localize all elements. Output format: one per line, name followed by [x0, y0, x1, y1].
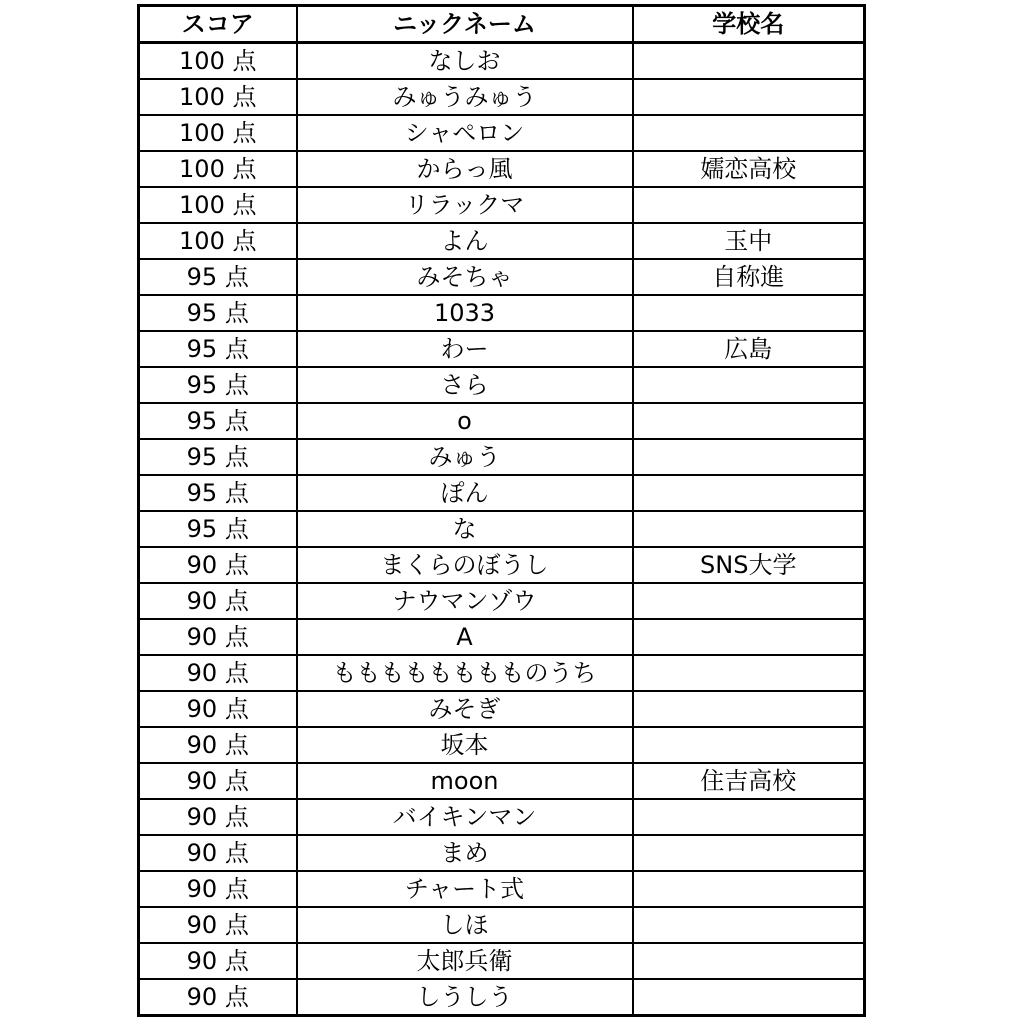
score-cell: 90 点: [139, 871, 297, 907]
score-cell: 100 点: [139, 151, 297, 187]
score-cell: 95 点: [139, 367, 297, 403]
score-cell: 90 点: [139, 691, 297, 727]
table-row: [139, 331, 865, 367]
school-cell: 嬬恋高校: [633, 151, 865, 187]
score-cell: 100 点: [139, 223, 297, 259]
nickname-cell: バイキンマン: [297, 799, 633, 835]
nickname-cell: しうしう: [297, 979, 633, 1016]
school-cell: [633, 835, 865, 871]
nickname-cell: リラックマ: [297, 187, 633, 223]
nickname-cell: ナウマンゾウ: [297, 583, 633, 619]
score-cell: 90 点: [139, 727, 297, 763]
table-row: [139, 871, 865, 907]
nickname-cell: な: [297, 511, 633, 547]
table-row: [139, 547, 865, 583]
score-cell: 100 点: [139, 79, 297, 115]
score-cell: 90 点: [139, 943, 297, 979]
school-cell: 玉中: [633, 223, 865, 259]
header-row: [139, 6, 865, 43]
score-cell: 90 点: [139, 835, 297, 871]
nickname-cell: わー: [297, 331, 633, 367]
nickname-cell: みゅうみゅう: [297, 79, 633, 115]
table-row: [139, 511, 865, 547]
nickname-cell: o: [297, 403, 633, 439]
header-score: スコア: [139, 6, 297, 43]
school-cell: [633, 619, 865, 655]
score-cell: 90 点: [139, 907, 297, 943]
school-cell: [633, 655, 865, 691]
score-cell: 90 点: [139, 979, 297, 1016]
table-row: [139, 439, 865, 475]
score-cell: 95 点: [139, 259, 297, 295]
school-cell: [633, 115, 865, 151]
nickname-cell: まめ: [297, 835, 633, 871]
nickname-cell: ぽん: [297, 475, 633, 511]
table-row: [139, 799, 865, 835]
score-cell: 90 点: [139, 583, 297, 619]
school-cell: 自称進: [633, 259, 865, 295]
score-cell: 90 点: [139, 799, 297, 835]
table-row: [139, 619, 865, 655]
header-school: 学校名: [633, 6, 865, 43]
nickname-cell: 坂本: [297, 727, 633, 763]
table-row: [139, 655, 865, 691]
score-cell: 95 点: [139, 439, 297, 475]
nickname-cell: シャペロン: [297, 115, 633, 151]
score-cell: 100 点: [139, 43, 297, 80]
nickname-cell: みそちゃ: [297, 259, 633, 295]
nickname-cell: もももももももものうち: [297, 655, 633, 691]
table-row: [139, 43, 865, 80]
table-row: [139, 583, 865, 619]
nickname-cell: なしお: [297, 43, 633, 80]
table-row: [139, 79, 865, 115]
score-cell: 95 点: [139, 511, 297, 547]
school-cell: [633, 583, 865, 619]
nickname-cell: みゅう: [297, 439, 633, 475]
table-row: [139, 367, 865, 403]
table-row: [139, 115, 865, 151]
nickname-cell: しほ: [297, 907, 633, 943]
nickname-cell: A: [297, 619, 633, 655]
nickname-cell: みそぎ: [297, 691, 633, 727]
nickname-cell: からっ風: [297, 151, 633, 187]
ranking-table: [137, 4, 866, 1017]
school-cell: 広島: [633, 331, 865, 367]
school-cell: [633, 403, 865, 439]
school-cell: [633, 511, 865, 547]
school-cell: [633, 727, 865, 763]
score-cell: 95 点: [139, 331, 297, 367]
table-row: [139, 979, 865, 1016]
nickname-cell: さら: [297, 367, 633, 403]
table-row: [139, 403, 865, 439]
score-cell: 95 点: [139, 403, 297, 439]
nickname-cell: チャート式: [297, 871, 633, 907]
nickname-cell: まくらのぼうし: [297, 547, 633, 583]
table-row: [139, 259, 865, 295]
school-cell: [633, 799, 865, 835]
score-cell: 90 点: [139, 763, 297, 799]
table-row: [139, 907, 865, 943]
table-row: [139, 223, 865, 259]
table-row: [139, 835, 865, 871]
score-cell: 100 点: [139, 115, 297, 151]
school-cell: [633, 691, 865, 727]
table-row: [139, 943, 865, 979]
school-cell: [633, 367, 865, 403]
score-cell: 100 点: [139, 187, 297, 223]
nickname-cell: 1033: [297, 295, 633, 331]
school-cell: [633, 439, 865, 475]
table-row: [139, 763, 865, 799]
table-row: [139, 295, 865, 331]
score-cell: 95 点: [139, 295, 297, 331]
school-cell: [633, 43, 865, 80]
school-cell: 住吉高校: [633, 763, 865, 799]
school-cell: [633, 943, 865, 979]
nickname-cell: 太郎兵衛: [297, 943, 633, 979]
nickname-cell: moon: [297, 763, 633, 799]
table-row: [139, 187, 865, 223]
school-cell: [633, 79, 865, 115]
nickname-cell: よん: [297, 223, 633, 259]
school-cell: [633, 871, 865, 907]
table-header: [139, 6, 865, 43]
score-cell: 95 点: [139, 475, 297, 511]
school-cell: [633, 187, 865, 223]
school-cell: SNS大学: [633, 547, 865, 583]
header-nickname: ニックネーム: [297, 6, 633, 43]
school-cell: [633, 475, 865, 511]
table-row: [139, 691, 865, 727]
score-cell: 90 点: [139, 655, 297, 691]
table-body: [139, 43, 865, 1016]
table-row: [139, 151, 865, 187]
score-cell: 90 点: [139, 547, 297, 583]
table-row: [139, 475, 865, 511]
score-cell: 90 点: [139, 619, 297, 655]
table-row: [139, 727, 865, 763]
school-cell: [633, 907, 865, 943]
school-cell: [633, 295, 865, 331]
school-cell: [633, 979, 865, 1016]
